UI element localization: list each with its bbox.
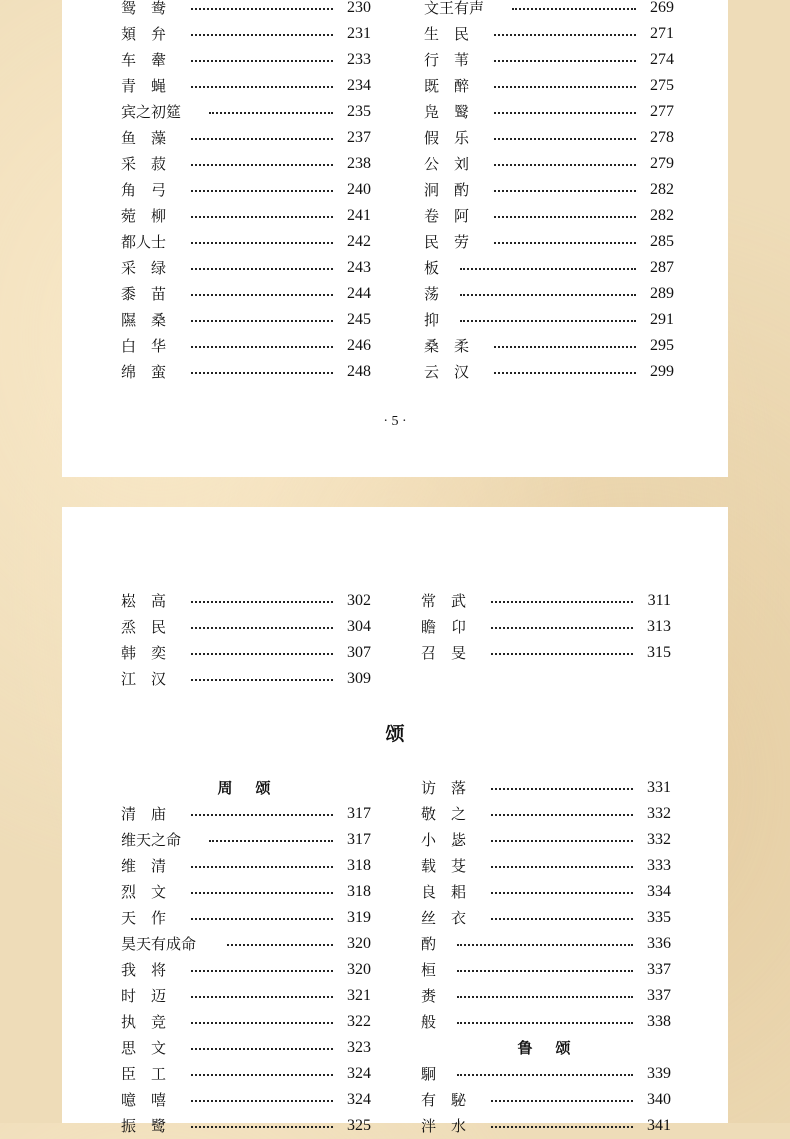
toc-entry-page: 335 [647,909,671,926]
toc-entry [121,281,371,307]
toc-entry [121,21,371,47]
leader-dots [227,944,333,946]
toc-entry-page: 243 [347,259,371,276]
toc-entry-page: 337 [647,987,671,1004]
leader-dots [191,372,333,374]
leader-dots [457,996,633,998]
toc-entry-title: 崧 高 [121,592,167,610]
toc-entry [424,177,674,203]
toc-entry-title: 行 苇 [424,51,470,69]
toc-entry [421,614,671,640]
toc-entry [424,203,674,229]
toc-entry [421,640,671,666]
toc-entry [121,73,371,99]
toc-entry-page: 274 [650,51,674,68]
leader-dots [191,242,333,244]
toc-entry [121,203,371,229]
toc-entry-title: 民 劳 [424,233,470,251]
toc-entry [121,177,371,203]
section-title-song: 颂 [385,723,405,745]
toc-entry [121,853,371,879]
toc-entry [424,281,674,307]
toc-entry-title: 噫 嘻 [121,1091,167,1109]
toc-entry-title: 烝 民 [121,618,167,636]
toc-entry [121,801,371,827]
toc-entry-page: 275 [650,77,674,94]
toc-entry-page: 240 [347,181,371,198]
leader-dots [191,814,333,816]
leader-dots [191,653,333,655]
leader-dots [457,1074,633,1076]
toc-entry [424,359,674,385]
toc-entry-page: 331 [647,779,671,796]
toc-entry [421,931,671,957]
toc-entry [121,666,371,692]
leader-dots [209,112,333,114]
toc-entry-page: 282 [650,181,674,198]
leader-dots [494,242,636,244]
toc-entry [121,1061,371,1087]
toc-entry [424,73,674,99]
toc-entry [424,151,674,177]
toc-entry-title: 天 作 [121,909,167,927]
leader-dots [191,601,333,603]
toc-entry-page: 237 [347,129,371,146]
leader-dots [494,60,636,62]
toc-entry-title: 都人士 [121,233,167,251]
toc-entry-title: 鸳 鸯 [121,0,167,17]
leader-dots [460,294,636,296]
leader-dots [494,112,636,114]
toc-entry [121,640,371,666]
toc-entry-title: 小 毖 [421,831,467,849]
toc-entry-title: 采 菽 [121,155,167,173]
toc-entry [421,905,671,931]
toc-page-5 [62,0,728,477]
toc-entry [121,99,371,125]
toc-entry [424,255,674,281]
toc-entry [121,125,371,151]
toc-entry [121,827,371,853]
toc-entry-page: 278 [650,129,674,146]
toc-entry-title: 青 蝇 [121,77,167,95]
toc-entry [121,0,371,21]
leader-dots [191,996,333,998]
toc-entry [121,307,371,333]
leader-dots [491,918,633,920]
toc-entry [121,359,371,385]
toc-entry-page: 320 [347,935,371,952]
leader-dots [191,216,333,218]
leader-dots [191,1022,333,1024]
toc-entry-title: 丝 衣 [421,909,467,927]
leader-dots [191,190,333,192]
leader-dots [209,840,333,842]
toc-entry [421,775,671,801]
toc-entry-title: 酌 [421,935,437,953]
toc-entry-title: 有 駜 [421,1091,467,1109]
toc-entry-title: 昊天有成命 [121,935,197,953]
leader-dots [491,1100,633,1102]
leader-dots [191,1126,333,1128]
toc-entry-page: 241 [347,207,371,224]
leader-dots [491,814,633,816]
toc-entry-title: 凫 鹥 [424,103,470,121]
toc-entry-title: 烈 文 [121,883,167,901]
toc-entry-page: 340 [647,1091,671,1108]
leader-dots [191,346,333,348]
leader-dots [191,866,333,868]
toc-entry [121,957,371,983]
leader-dots [191,138,333,140]
toc-entry-title: 思 文 [121,1039,167,1057]
leader-dots [191,268,333,270]
toc-entry-page: 287 [650,259,674,276]
toc-entry-page: 289 [650,285,674,302]
toc-entry [421,588,671,614]
leader-dots [191,627,333,629]
toc-entry-title: 绵 蛮 [121,363,167,381]
toc-entry-title: 云 汉 [424,363,470,381]
leader-dots [460,268,636,270]
toc-entry-page: 317 [347,805,371,822]
toc-entry-title: 韩 奕 [121,644,167,662]
toc-entry-title: 生 民 [424,25,470,43]
leader-dots [191,8,333,10]
toc-entry [121,229,371,255]
leader-dots [494,190,636,192]
toc-entry-page: 324 [347,1065,371,1082]
toc-entry-page: 320 [347,961,371,978]
toc-entry-title: 板 [424,259,440,277]
leader-dots [191,1100,333,1102]
leader-dots [491,627,633,629]
toc-entry [121,931,371,957]
toc-entry-page: 318 [347,883,371,900]
leader-dots [191,164,333,166]
toc-entry-page: 332 [647,805,671,822]
toc-entry-page: 238 [347,155,371,172]
toc-entry-title: 黍 苗 [121,285,167,303]
toc-entry-title: 瞻 卬 [421,618,467,636]
subsection-heading-lu: 鲁 颂 [517,1039,575,1057]
toc-entry-page: 302 [347,592,371,609]
toc-entry-title: 维天之命 [121,831,182,849]
toc-entry [121,1009,371,1035]
toc-entry-page: 339 [647,1065,671,1082]
toc-entry [424,99,674,125]
leader-dots [191,970,333,972]
toc-entry-page: 244 [347,285,371,302]
toc-entry [121,255,371,281]
toc-entry-page: 323 [347,1039,371,1056]
toc-entry-title: 菀 柳 [121,207,167,225]
toc-entry [421,879,671,905]
leader-dots [191,918,333,920]
leader-dots [512,8,636,10]
toc-entry [421,1009,671,1035]
toc-entry-title: 荡 [424,285,440,303]
toc-entry [421,853,671,879]
leader-dots [494,86,636,88]
toc-entry-page: 233 [347,51,371,68]
toc-entry [421,827,671,853]
toc-entry-page: 313 [647,618,671,635]
toc-entry-page: 311 [647,592,671,609]
toc-entry [424,0,674,21]
toc-entry-page: 322 [347,1013,371,1030]
toc-entry-page: 336 [647,935,671,952]
toc-entry-page: 271 [650,25,674,42]
leader-dots [494,216,636,218]
toc-entry-title: 敬 之 [421,805,467,823]
leader-dots [191,679,333,681]
toc-entry [121,1087,371,1113]
toc-entry-page: 319 [347,909,371,926]
toc-entry [121,905,371,931]
toc-entry-page: 318 [347,857,371,874]
toc-entry-title: 文王有声 [424,0,485,17]
leader-dots [457,970,633,972]
toc-entry-title: 泮 水 [421,1117,467,1135]
toc-entry-title: 抑 [424,311,440,329]
toc-entry [421,1113,671,1139]
toc-entry-page: 338 [647,1013,671,1030]
toc-entry-page: 299 [650,363,674,380]
leader-dots [460,320,636,322]
toc-entry-page: 304 [347,618,371,635]
subsection-heading-zhou: 周 颂 [217,779,275,797]
leader-dots [457,1022,633,1024]
toc-entry-title: 隰 桑 [121,311,167,329]
toc-entry-title: 赉 [421,987,437,1005]
toc-entry-title: 宾之初筵 [121,103,182,121]
toc-entry-title: 访 落 [421,779,467,797]
toc-entry [121,1035,371,1061]
toc-entry [121,333,371,359]
leader-dots [491,653,633,655]
toc-entry-title: 假 乐 [424,129,470,147]
toc-page-6 [62,507,728,1135]
toc-entry-page: 269 [650,0,674,16]
toc-entry [424,21,674,47]
toc-entry-title: 载 芟 [421,857,467,875]
toc-entry-title: 良 耜 [421,883,467,901]
toc-entry-page: 341 [647,1117,671,1134]
leader-dots [191,1074,333,1076]
toc-entry-page: 235 [347,103,371,120]
toc-entry-title: 桑 柔 [424,337,470,355]
leader-dots [191,892,333,894]
toc-entry-page: 324 [347,1091,371,1108]
toc-entry-title: 召 旻 [421,644,467,662]
toc-entry-title: 江 汉 [121,670,167,688]
toc-entry-page: 334 [647,883,671,900]
toc-entry-title: 清 庙 [121,805,167,823]
toc-entry-page: 309 [347,670,371,687]
toc-entry [421,1061,671,1087]
leader-dots [191,320,333,322]
toc-entry [121,47,371,73]
toc-entry-title: 桓 [421,961,437,979]
toc-entry-title: 执 竞 [121,1013,167,1031]
toc-entry [421,801,671,827]
toc-entry [121,151,371,177]
toc-entry-page: 248 [347,363,371,380]
toc-entry-title: 駉 [421,1065,437,1083]
toc-entry-title: 鱼 藻 [121,129,167,147]
toc-entry-title: 卷 阿 [424,207,470,225]
leader-dots [494,372,636,374]
leader-dots [191,86,333,88]
leader-dots [191,60,333,62]
toc-entry-page: 231 [347,25,371,42]
toc-entry-title: 车 舝 [121,51,167,69]
leader-dots [491,840,633,842]
toc-entry-title: 既 醉 [424,77,470,95]
toc-entry-title: 采 绿 [121,259,167,277]
toc-entry-page: 317 [347,831,371,848]
leader-dots [491,788,633,790]
toc-entry [121,588,371,614]
toc-entry [424,125,674,151]
toc-entry [421,1087,671,1113]
toc-entry [421,983,671,1009]
leader-dots [494,34,636,36]
toc-entry-page: 321 [347,987,371,1004]
leader-dots [491,866,633,868]
toc-entry-page: 337 [647,961,671,978]
toc-entry-page: 245 [347,311,371,328]
toc-entry [424,307,674,333]
toc-entry-page: 315 [647,644,671,661]
toc-entry-title: 角 弓 [121,181,167,199]
toc-entry-title: 常 武 [421,592,467,610]
leader-dots [491,1126,633,1128]
page-folio: · 5 · [383,414,407,429]
toc-entry-page: 277 [650,103,674,120]
toc-entry-page: 307 [347,644,371,661]
toc-entry [424,229,674,255]
toc-entry-title: 时 迈 [121,987,167,1005]
toc-entry [424,47,674,73]
leader-dots [491,892,633,894]
toc-entry-page: 291 [650,311,674,328]
toc-entry [421,957,671,983]
toc-entry-title: 般 [421,1013,437,1031]
toc-entry-title: 白 华 [121,337,167,355]
toc-entry [121,1113,371,1139]
toc-entry-title: 臣 工 [121,1065,167,1083]
toc-entry-page: 332 [647,831,671,848]
leader-dots [191,294,333,296]
leader-dots [494,164,636,166]
toc-entry-page: 234 [347,77,371,94]
toc-entry-page: 325 [347,1117,371,1134]
toc-entry-page: 282 [650,207,674,224]
leader-dots [457,944,633,946]
toc-entry-page: 279 [650,155,674,172]
toc-entry-page: 246 [347,337,371,354]
toc-entry-page: 333 [647,857,671,874]
leader-dots [494,346,636,348]
toc-entry-title: 我 将 [121,961,167,979]
toc-entry-title: 振 鹭 [121,1117,167,1135]
toc-entry-title: 泂 酌 [424,181,470,199]
leader-dots [191,1048,333,1050]
toc-entry-title: 公 刘 [424,155,470,173]
leader-dots [491,601,633,603]
toc-entry-page: 295 [650,337,674,354]
leader-dots [494,138,636,140]
toc-entry-title: 维 清 [121,857,167,875]
toc-entry-page: 285 [650,233,674,250]
toc-entry [121,879,371,905]
leader-dots [191,34,333,36]
toc-entry [121,614,371,640]
toc-entry-page: 242 [347,233,371,250]
toc-entry [424,333,674,359]
toc-entry [121,983,371,1009]
toc-entry-title: 頍 弁 [121,25,167,43]
toc-entry-page: 230 [347,0,371,16]
